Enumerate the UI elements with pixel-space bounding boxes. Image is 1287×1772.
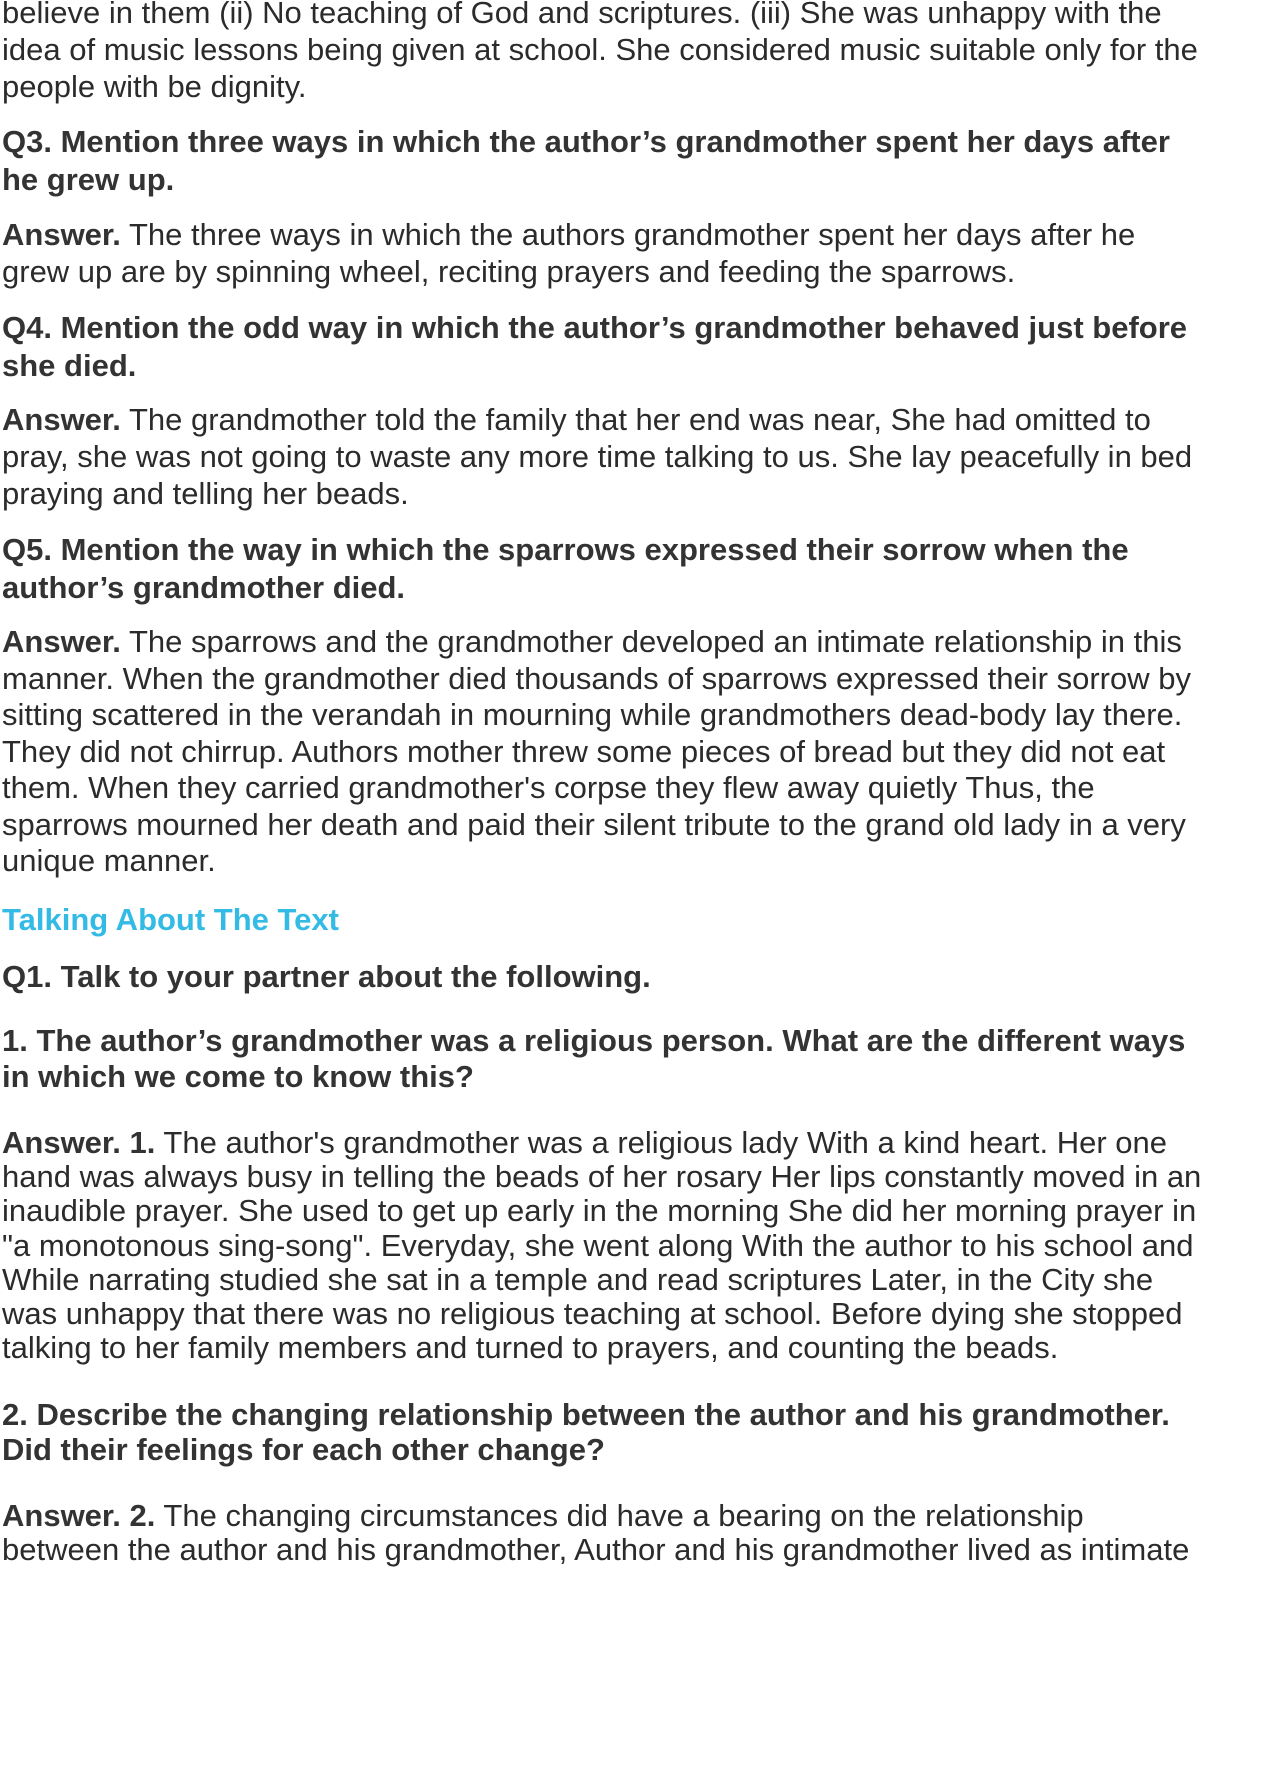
answer-text: The author's grandmother was a religious lady With a kind heart. Her one <box>155 1125 1168 1160</box>
answer-line: grew up are by spinning wheel, reciting prayers and feeding the sparrows. <box>2 254 1016 289</box>
answer-line: unique manner. <box>2 843 216 878</box>
answer-label: Answer. <box>2 402 121 437</box>
question-line: he grew up. <box>2 162 175 197</box>
answer-label: Answer. 2. <box>2 1498 156 1533</box>
answer-line: While narrating studied she sat in a temple and read scriptures Later, in the City she <box>2 1261 1154 1297</box>
answer-line: talking to her family members and turned to prayers, and counting the beads. <box>2 1330 1059 1366</box>
question-line: she died. <box>2 348 137 383</box>
answer-q3 <box>2 216 1287 290</box>
answer-line: sparrows mourned her death and paid their silent tribute to the grand old lady in a very <box>2 806 1186 842</box>
question-line: 2. Describe the changing relationship between the author and his grandmother. <box>2 1397 1170 1432</box>
answer-label: Answer. <box>2 217 121 252</box>
answer-line: "a monotonous sing-song". Everyday, she went along With the author to his school and <box>2 1227 1194 1263</box>
question-line: Q3. Mention three ways in which the author’s grandmother spent her days after <box>2 124 1170 159</box>
question-q4 <box>2 309 1287 385</box>
answer-line: They did not chirrup. Authors mother threw some pieces of bread but they did not eat <box>2 733 1166 769</box>
answer-line: them. When they carried grandmother's corpse they flew away quietly Thus, the <box>2 770 1095 805</box>
text-line: believe in them (ii) No teaching of God and scriptures. (iii) She was unhappy with the <box>2 0 1162 30</box>
question-q3 <box>2 123 1287 199</box>
question-line: author’s grandmother died. <box>2 570 406 605</box>
answer-line: was unhappy that there was no religious teaching at school. Before dying she stopped <box>2 1296 1183 1332</box>
answer-line: praying and telling her beads. <box>2 476 409 511</box>
answer-label: Answer. 1. <box>2 1125 156 1160</box>
answer-label: Answer. <box>2 624 121 659</box>
answer-line: pray, she was not going to waste any more time talking to us. She lay peacefully in bed <box>2 439 1193 474</box>
answer-line: between the author and his grandmother, Author and his grandmother lived as intimate <box>2 1532 1190 1567</box>
answer-item-1 <box>2 1126 1287 1365</box>
question-line: Q1. Talk to your partner about the following. <box>2 959 651 994</box>
answer-line: hand was always busy in telling the beads of her rosary Her lips constantly moved in an <box>2 1159 1202 1195</box>
answer-text: The grandmother told the family that her end was near, She had omitted to <box>120 402 1151 437</box>
question-line: Q4. Mention the odd way in which the author’s grandmother behaved just before <box>2 310 1188 345</box>
answer-text: The sparrows and the grandmother developed an intimate relationship in this <box>120 624 1182 659</box>
question-line: in which we come to know this? <box>2 1059 474 1094</box>
text-line: people with be dignity. <box>2 69 307 104</box>
text-line: idea of music lessons being given at school. She considered music suitable only for the <box>2 32 1198 67</box>
answer-line: inaudible prayer. She used to get up early in the morning She did her morning prayer in <box>2 1193 1197 1229</box>
section-heading: Talking About The Text <box>2 902 339 937</box>
answer-q5 <box>2 624 1287 880</box>
question-item-1 <box>2 1023 1287 1095</box>
answer-line: manner. When the grandmother died thousands of sparrows expressed their sorrow by <box>2 660 1191 696</box>
answer-text: The changing circumstances did have a bearing on the relationship <box>155 1498 1084 1533</box>
question-line: 1. The author’s grandmother was a religious person. What are the different ways <box>2 1023 1186 1058</box>
answer-q4 <box>2 401 1287 512</box>
question-line: Q5. Mention the way in which the sparrows expressed their sorrow when the <box>2 532 1129 567</box>
answer-text: The three ways in which the authors grandmother spent her days after he <box>120 217 1136 252</box>
intro-paragraph <box>2 0 1287 105</box>
answer-item-2 <box>2 1499 1287 1567</box>
question-item-2 <box>2 1397 1287 1467</box>
question-line: Did their feelings for each other change? <box>2 1432 605 1467</box>
question-q5 <box>2 531 1287 607</box>
talk-question-q1 <box>2 956 1287 997</box>
answer-line: sitting scattered in the verandah in mourning while grandmothers dead-body lay there. <box>2 697 1183 732</box>
